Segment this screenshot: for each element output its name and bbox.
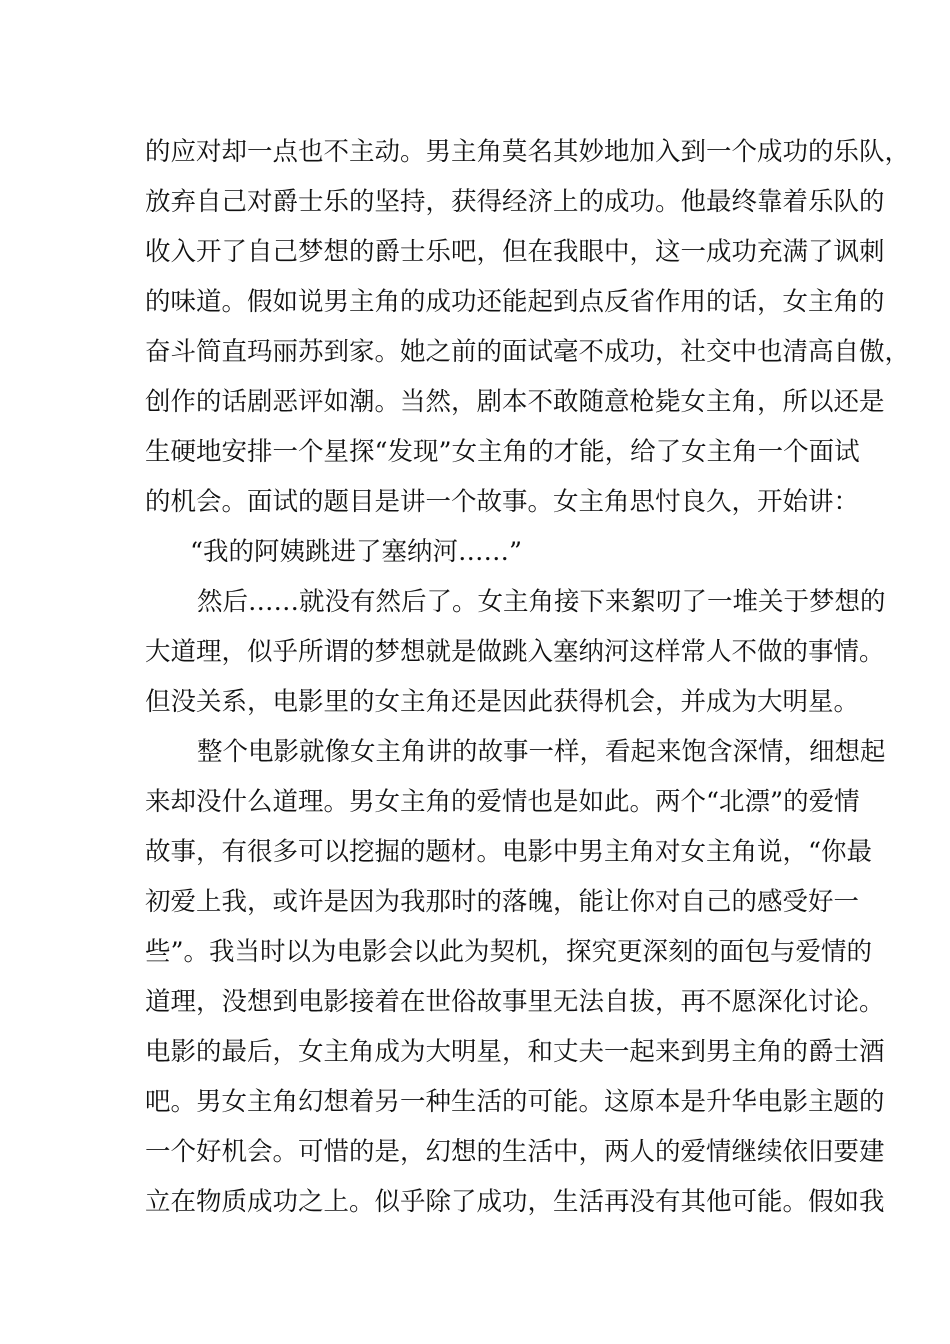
- quote-line: “我的阿姨跳进了塞纳河……”: [190, 537, 523, 567]
- text-line-11: 大道理，似乎所谓的梦想就是做跳入塞纳河这样常人不做的事情。: [145, 637, 885, 667]
- text-line-3: 收入开了自己梦想的爵士乐吧，但在我眼中，这一成功充满了讽刺: [145, 237, 885, 267]
- text-line-1: 的应对却一点也不主动。男主角莫名其妙地加入到一个成功的乐队，: [145, 137, 911, 167]
- text-line-19: 电影的最后，女主角成为大明星，和丈夫一起来到男主角的爵士酒: [145, 1037, 885, 1067]
- text-line-18: 道理，没想到电影接着在世俗故事里无法自拔，再不愿深化讨论。: [145, 987, 885, 1017]
- text-line-4: 的味道。假如说男主角的成功还能起到点反省作用的话，女主角的: [145, 287, 885, 317]
- text-line-16: 初爱上我，或许是因为我那时的落魄，能让你对自己的感受好一: [145, 887, 860, 917]
- text-line-20: 吧。男女主角幻想着另一种生活的可能。这原本是升华电影主题的: [145, 1087, 885, 1117]
- text-line-10: 然后……就没有然后了。女主角接下来絮叨了一堆关于梦想的: [197, 587, 886, 617]
- text-line-13: 整个电影就像女主角讲的故事一样，看起来饱含深情，细想起: [197, 737, 886, 767]
- text-line-2: 放弃自己对爵士乐的坚持，获得经济上的成功。他最终靠着乐队的: [145, 187, 885, 217]
- text-line-22: 立在物质成功之上。似乎除了成功，生活再没有其他可能。假如我: [145, 1187, 885, 1217]
- text-line-5: 奋斗简直玛丽苏到家。她之前的面试毫不成功，社交中也清高自傲，: [145, 337, 911, 367]
- text-line-15: 故事，有很多可以挖掘的题材。电影中男主角对女主角说，“你最: [145, 837, 873, 867]
- text-line-14: 来却没什么道理。男女主角的爱情也是如此。两个“北漂”的爱情: [145, 787, 860, 817]
- text-line-6: 创作的话剧恶评如潮。当然，剧本不敢随意枪毙女主角，所以还是: [145, 387, 885, 417]
- text-line-7: 生硬地安排一个星探“发现”女主角的才能，给了女主角一个面试: [145, 437, 860, 467]
- text-line-17: 些”。我当时以为电影会以此为契机，探究更深刻的面包与爱情的: [145, 937, 873, 967]
- text-line-12: 但没关系，电影里的女主角还是因此获得机会，并成为大明星。: [145, 687, 860, 717]
- text-line-21: 一个好机会。可惜的是，幻想的生活中，两人的爱情继续依旧要建: [145, 1137, 885, 1167]
- body-text: [145, 127, 911, 1227]
- text-line-8: 的机会。面试的题目是讲一个故事。女主角思忖良久，开始讲：: [145, 487, 860, 517]
